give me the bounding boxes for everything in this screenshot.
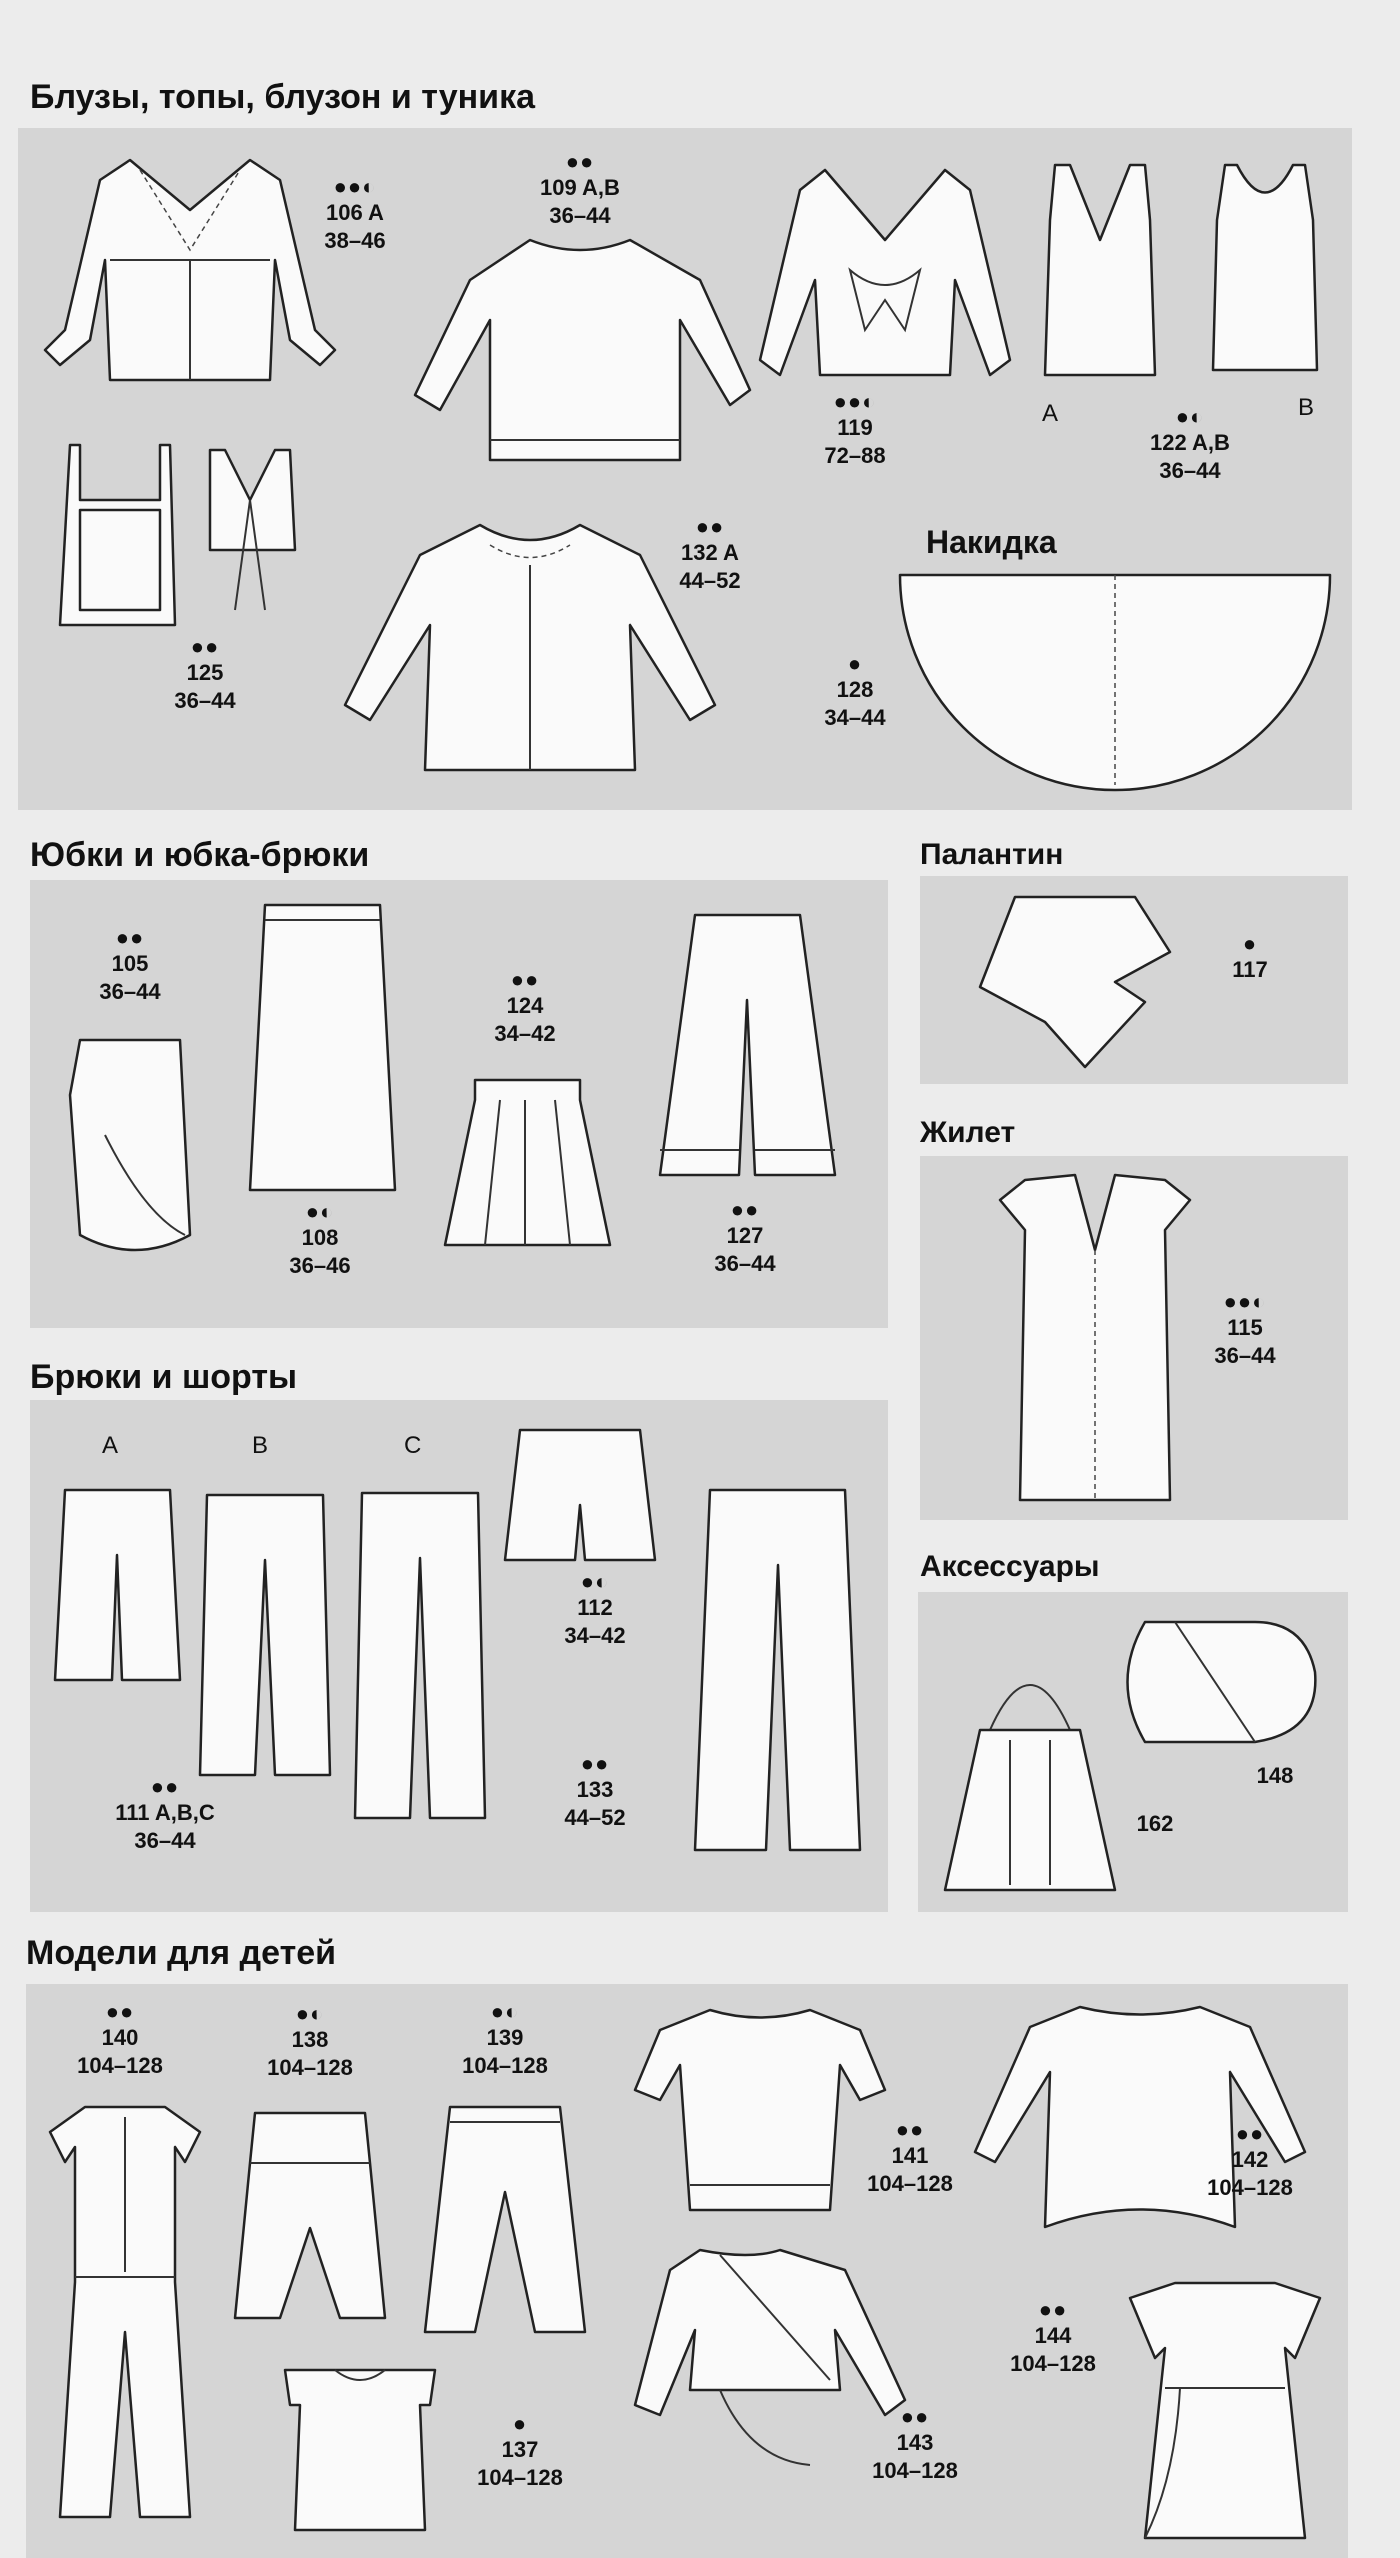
label-144 [998,2298,1108,2378]
difficulty-dots: ●◐ [490,1999,520,2024]
model-number: 112 [577,1595,613,1620]
section-title-stole: Палантин [920,838,1064,871]
difficulty-dots: ● [1242,931,1258,956]
difficulty-dots: ● [847,651,863,676]
sketch-pants-138 [230,2108,390,2323]
sketch-top-122a [1040,160,1160,380]
model-sizes: 36–44 [549,203,611,228]
model-number: 148 [1256,1763,1294,1788]
model-number: 142 [1231,2147,1269,2172]
model-number: 138 [291,2027,329,2052]
difficulty-dots: ●◐ [580,1569,610,1594]
sketch-trousers-111b [195,1490,335,1780]
label-106 [305,175,405,255]
model-number: 124 [506,993,544,1018]
model-number: 127 [726,1223,764,1248]
model-number: 162 [1136,1811,1174,1836]
model-number: 109 A,B [540,175,620,200]
label-125 [155,635,255,715]
difficulty-dots: ●● [695,514,725,539]
label-143 [860,2405,970,2485]
model-number: 133 [576,1777,614,1802]
label-128 [805,652,905,732]
section-title-trousers: Брюки и шорты [30,1358,298,1396]
model-number: 111 A,B,C [115,1800,215,1825]
model-sizes: 104–128 [462,2053,548,2078]
sketch-blouse-119 [755,160,1015,385]
model-number: 141 [891,2143,929,2168]
sketch-pants-139 [420,2102,590,2337]
difficulty-dots: ●●◐ [333,174,377,199]
difficulty-dots: ●● [510,967,540,992]
label-119 [805,390,905,470]
model-number: 119 [837,415,873,440]
difficulty-dots: ●● [190,634,220,659]
difficulty-dots: ●●◐ [1223,1289,1267,1314]
model-sizes: 104–128 [1207,2175,1293,2200]
model-number: 105 [111,951,149,976]
sketch-sweater-109 [410,230,750,470]
model-sizes: 104–128 [77,2053,163,2078]
label-148 [1230,1762,1320,1790]
difficulty-dots: ●●◐ [833,389,877,414]
model-number: 117 [1232,957,1268,982]
difficulty-dots: ●◐ [295,2001,325,2026]
label-140 [65,2000,175,2080]
model-number: 139 [486,2025,524,2050]
difficulty-dots: ●● [580,1751,610,1776]
label-133 [545,1752,645,1832]
model-number: 106 A [326,200,384,225]
model-number: 125 [186,660,224,685]
label-162 [1110,1810,1200,1838]
difficulty-dots: ●● [895,2117,925,2142]
model-number: 132 A [681,540,739,565]
section-title-cape: Накидка [926,524,1057,560]
difficulty-dots: ●● [1235,2121,1265,2146]
variant-label-a: A [1042,400,1059,427]
difficulty-dots: ●● [105,1999,135,2024]
sketch-vest-115 [995,1170,1195,1505]
sketch-bag-162 [940,1645,1120,1895]
difficulty-dots: ● [512,2411,528,2436]
model-sizes: 104–128 [867,2171,953,2196]
model-number: 115 [1227,1315,1263,1340]
difficulty-dots: ●● [565,149,595,174]
sketch-bag-148 [1105,1612,1335,1752]
model-sizes: 104–128 [477,2465,563,2490]
sketch-dress-144 [1125,2278,1325,2543]
model-sizes: 34–44 [824,705,886,730]
model-sizes: 36–44 [99,979,161,1004]
sketch-jumpsuit-140 [45,2102,205,2522]
label-117 [1200,932,1300,984]
variant-label-a: A [102,1432,119,1459]
variant-label-c: C [404,1432,422,1459]
variant-label-b: B [252,1432,269,1459]
label-139 [450,2000,560,2080]
sketch-shorts-112 [500,1425,660,1565]
sketch-top-137 [280,2365,440,2535]
sketch-top-125 [50,440,300,630]
sketch-trousers-111c [350,1488,490,1823]
sketch-skirt-124 [440,1075,615,1250]
difficulty-dots: ●● [115,925,145,950]
model-sizes: 44–52 [564,1805,626,1830]
model-sizes: 34–42 [564,1623,626,1648]
section-title-accessories: Аксессуары [920,1550,1100,1583]
label-105 [80,926,180,1006]
label-137 [465,2412,575,2492]
model-number: 140 [101,2025,139,2050]
sketch-shorts-111a [50,1485,185,1685]
sketch-sweatshirt-141 [630,2005,890,2215]
model-number: 143 [896,2430,934,2455]
label-109 [520,150,640,230]
label-142 [1195,2122,1305,2202]
label-127 [695,1198,795,1278]
model-sizes: 44–52 [679,568,741,593]
sketch-skirt-105 [65,1035,195,1265]
section-title-kids: Модели для детей [26,1934,337,1972]
sketch-cape-128 [895,565,1335,790]
label-111 [95,1775,235,1855]
difficulty-dots: ●◐ [305,1199,335,1224]
difficulty-dots: ●● [150,1774,180,1799]
model-number: 128 [836,677,874,702]
difficulty-dots: ●● [1038,2297,1068,2322]
sketch-skirt-108 [245,900,400,1195]
model-sizes: 34–42 [494,1021,556,1046]
label-122 [1140,405,1240,485]
label-132 [660,515,760,595]
label-124 [475,968,575,1048]
section-title-vest: Жилет [920,1116,1016,1149]
label-138 [255,2002,365,2082]
model-sizes: 104–128 [1010,2351,1096,2376]
model-sizes: 36–46 [289,1253,351,1278]
model-sizes: 36–44 [1159,458,1221,483]
model-sizes: 36–44 [714,1251,776,1276]
variant-label-b: B [1298,394,1315,421]
model-number: 144 [1034,2323,1072,2348]
label-115 [1195,1290,1295,1370]
model-sizes: 38–46 [324,228,386,253]
sketch-stole-117 [975,892,1175,1072]
label-108 [270,1200,370,1280]
sketch-blouse-106 [40,150,340,400]
model-sizes: 36–44 [1214,1343,1276,1368]
difficulty-dots: ●● [730,1197,760,1222]
sketch-culottes-127 [655,910,840,1180]
section-title-skirts: Юбки и юбка-брюки [30,836,370,874]
model-sizes: 104–128 [872,2458,958,2483]
label-112 [545,1570,645,1650]
sketch-trousers-133 [690,1485,865,1855]
model-sizes: 72–88 [824,443,886,468]
model-sizes: 36–44 [174,688,236,713]
model-number: 137 [501,2437,539,2462]
model-number: 122 A,B [1150,430,1230,455]
difficulty-dots: ●● [900,2404,930,2429]
section-title-blouses: Блузы, топы, блузон и туника [30,78,536,116]
difficulty-dots: ●◐ [1175,404,1205,429]
label-141 [855,2118,965,2198]
model-sizes: 36–44 [134,1828,196,1853]
sketch-top-122b [1205,160,1325,375]
model-number: 108 [301,1225,339,1250]
model-sizes: 104–128 [267,2055,353,2080]
